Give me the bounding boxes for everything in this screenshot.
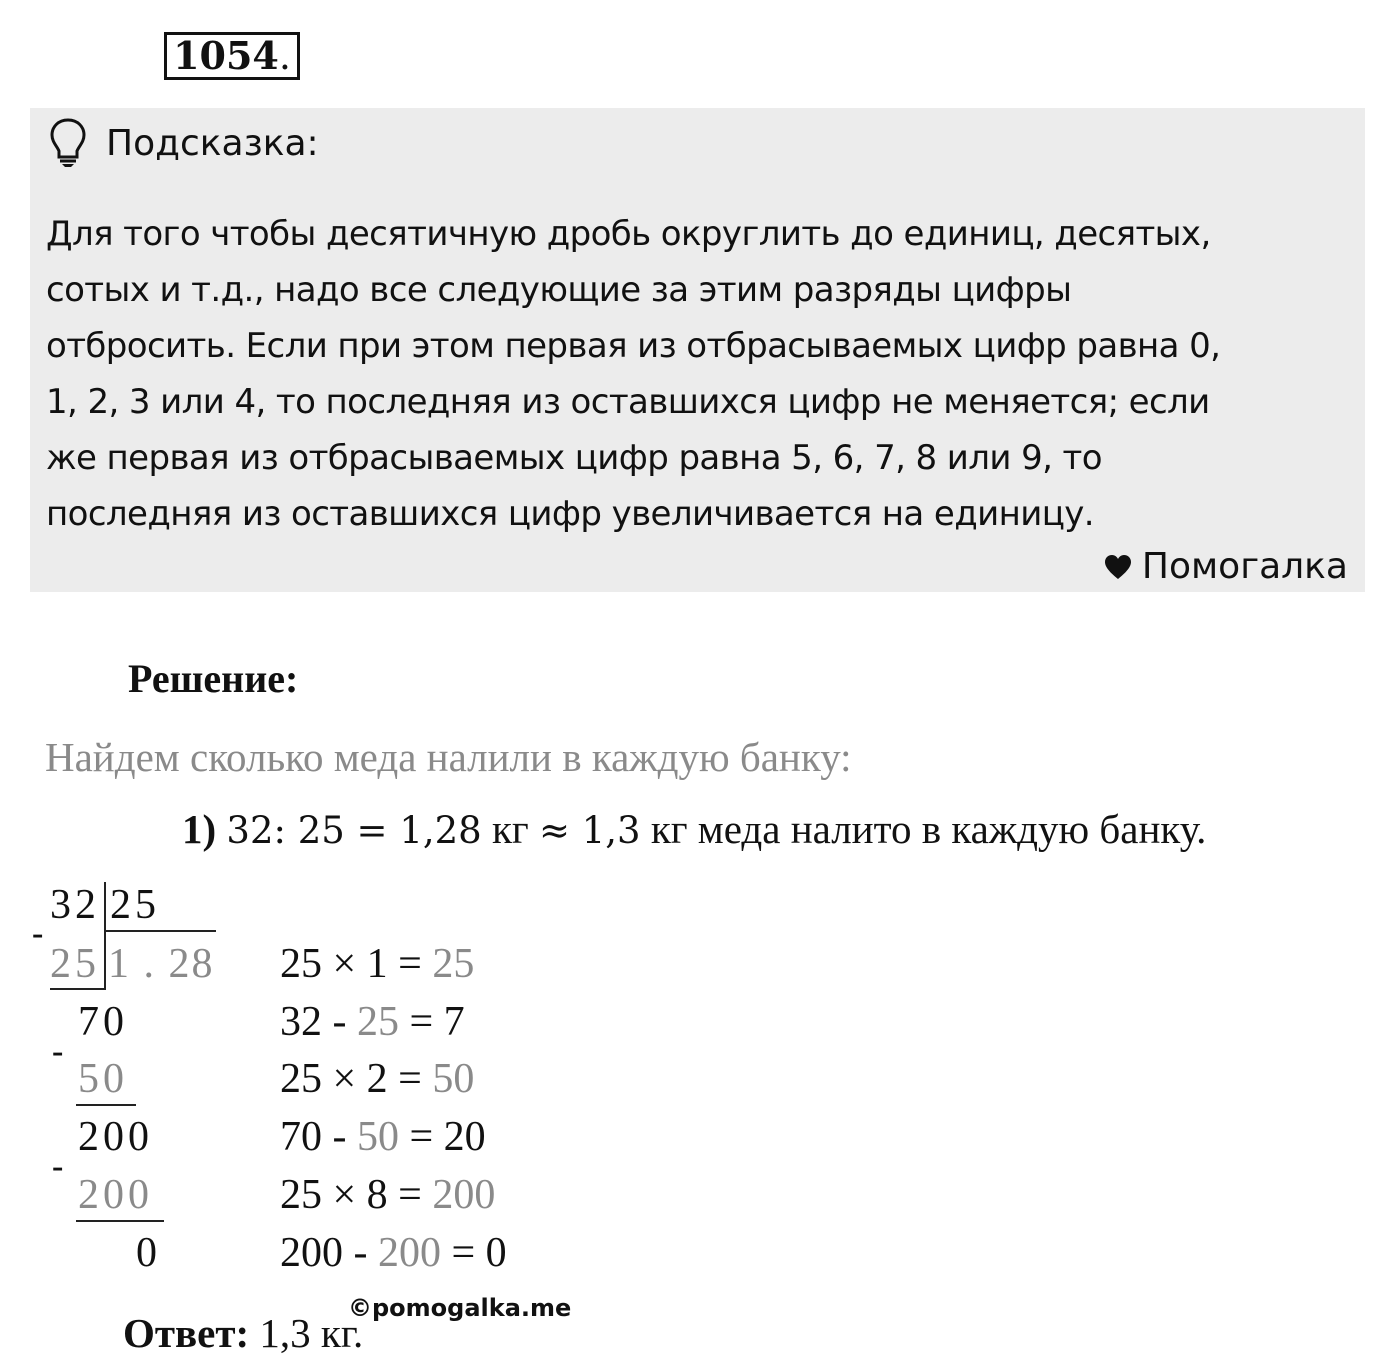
calc-part: = 7	[399, 999, 465, 1045]
hint-text	[46, 206, 1351, 542]
step-number: 1)	[182, 806, 217, 852]
answer-label: Ответ:	[123, 1310, 250, 1356]
answer-value: 1,3 кг.	[249, 1310, 364, 1356]
solution-title: Решение:	[128, 656, 299, 701]
final-remainder: 0	[136, 1230, 161, 1276]
subtrahend-3: 200	[78, 1172, 153, 1218]
calc-line	[280, 939, 474, 989]
calc-part: 25	[357, 999, 399, 1045]
remainder-1: 70	[78, 999, 128, 1045]
heart-icon	[1104, 554, 1132, 580]
hint-line: сотых и т.д., надо все следующие за этим разряды цифры	[46, 270, 1072, 310]
step-rest: кг меда налито в каждую банку.	[640, 806, 1207, 852]
subtrahend-1: 25	[50, 941, 100, 987]
calc-part: 200 -	[280, 1230, 378, 1276]
step-approx: ≈ 1,3	[538, 809, 641, 852]
division-divisor-line	[104, 930, 216, 932]
hint-line: 1, 2, 3 или 4, то последняя из оставшихся цифр не меняется; если	[46, 382, 1210, 422]
step-unit: кг	[481, 806, 539, 852]
subtraction-line	[76, 1104, 136, 1106]
dividend: 32	[50, 882, 100, 928]
calc-line	[280, 997, 465, 1047]
subtrahend-2: 50	[78, 1056, 128, 1102]
calc-line	[280, 1170, 495, 1220]
brand-name: Помогалка	[1141, 546, 1348, 587]
calc-part: 25	[432, 941, 475, 987]
calc-part: = 0	[441, 1230, 507, 1276]
minus-sign: -	[52, 1148, 64, 1185]
minus-sign: -	[32, 915, 44, 952]
task-number-dot: .	[278, 34, 291, 78]
calc-part: 25 × 8 =	[280, 1172, 433, 1218]
lightbulb-icon	[48, 117, 88, 169]
minus-sign: -	[52, 1033, 64, 1070]
hint-line: последняя из оставшихся цифр увеличивается на единицу.	[46, 494, 1094, 534]
hint-line: отбросить. Если при этом первая из отбрасываемых цифр равна 0,	[46, 326, 1221, 366]
solution-intro: Найдем сколько меда налили в каждую банку:	[45, 734, 852, 780]
task-number-value: 1054	[173, 33, 279, 78]
calc-part: = 20	[399, 1114, 486, 1160]
hint-title: Подсказка:	[106, 123, 319, 164]
calc-line	[280, 1054, 474, 1104]
task-number	[164, 32, 300, 80]
watermark: ©pomogalka.me	[348, 1294, 572, 1322]
divisor: 25	[110, 882, 160, 928]
calc-part: 25 × 1 =	[280, 941, 433, 987]
answer	[123, 1308, 363, 1358]
division-vertical-line	[104, 882, 106, 990]
hint-line: Для того чтобы десятичную дробь округлить до единиц, десятых,	[46, 214, 1211, 254]
remainder-2: 200	[78, 1114, 153, 1160]
step-expression: 32: 25 = 1,28	[226, 809, 482, 852]
calc-line	[280, 1228, 507, 1278]
calc-part: 200	[432, 1172, 496, 1218]
calc-part: 50	[432, 1056, 475, 1102]
quotient: 1 . 28	[108, 941, 215, 987]
calc-part: 70 -	[280, 1114, 357, 1160]
brand	[1104, 545, 1348, 589]
subtraction-line	[76, 1220, 164, 1222]
calc-line	[280, 1112, 486, 1162]
solution-step	[182, 802, 1206, 858]
hint-line: же первая из отбрасываемых цифр равна 5, 6, 7, 8 или 9, то	[46, 438, 1102, 478]
calc-part: 200	[378, 1230, 441, 1276]
calc-part: 32 -	[280, 999, 357, 1045]
calc-part: 25 × 2 =	[280, 1056, 433, 1102]
calc-part: 50	[357, 1114, 399, 1160]
